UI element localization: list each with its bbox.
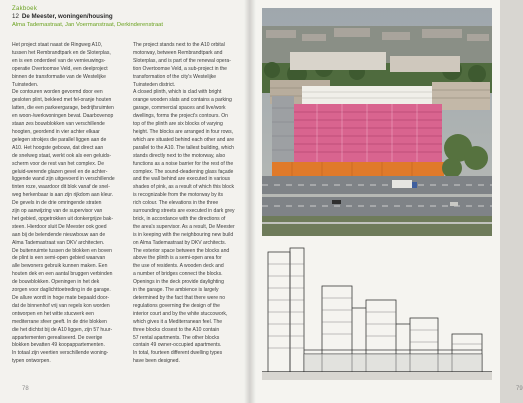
english-text-line: three blocks closest to the A10 contain: [133, 326, 220, 333]
english-text-line: surrounding streets are executed in dark grey: [133, 208, 235, 215]
dutch-text-line: blokken bevatten 49 koopappartementen.: [12, 342, 105, 349]
dutch-text-line: aan bij de belendende nieuwbouw aan de: [12, 231, 106, 238]
dutch-text-line: liggende wand zijn uitgevoerd in verschillende: [12, 176, 115, 183]
english-text-line: which are situated behind each other and are: [133, 136, 235, 143]
english-text-line: 57 rental apartments. The other blocks: [133, 334, 220, 341]
english-text-line: a number of bridges connect the blocks.: [133, 271, 223, 278]
page-number-right: 79: [516, 386, 523, 392]
dutch-text-line: steen. Hierdoor sluit De Meester ook goed: [12, 223, 107, 230]
english-text-line: the use of residents. A wooden deck and: [133, 263, 224, 270]
dutch-text-line: In totaal zijn veertien verschillende woning-: [12, 350, 109, 357]
english-text-line: contain 49 owner-occupied apartments.: [133, 342, 222, 349]
left-page: [0, 0, 250, 403]
english-text-line: motorway, between Rembrandtpark and: [133, 49, 223, 56]
english-text-column: [133, 42, 245, 366]
dutch-text-line: A10. Het hoogste gebouw, dat direct aan: [12, 144, 104, 151]
dutch-text-line: De gevels in de drie omringende straten: [12, 200, 102, 207]
english-text-line: height. The blocks are arranged in four rows,: [133, 128, 234, 135]
dutch-text-line: de snelweg staat, werkt ook als een geluids-: [12, 152, 112, 159]
project-title: De Meester, woningen/housing: [21, 13, 113, 20]
dutch-text-line: Alma Tademastraat van DKV architecten.: [12, 239, 105, 246]
english-text-line: which gives it a Mediterranean feel. The: [133, 318, 223, 325]
english-text-line: complex. The sound-deadening glass façade: [133, 168, 234, 175]
dutch-text-line: en woon-/werkwoningen bevat. Daarbovenop: [12, 113, 114, 120]
dutch-text-line: tinten roze, waardoor dit blok vanaf de snel-: [12, 184, 110, 191]
english-text-line: A closed plinth, which is clad with bright: [133, 89, 222, 96]
english-text-line: is recognizable from the motorway by its: [133, 192, 224, 199]
english-text-line: interior court and by the white stuccowork,: [133, 310, 228, 317]
page-number-left: 78: [22, 386, 29, 392]
english-text-line: The exterior space between the blocks and: [133, 247, 230, 254]
english-text-line: functions as a noise barrier for the rest of the: [133, 160, 234, 167]
dutch-text-line: staan zes bouwblokken van verschillende: [12, 121, 105, 128]
dutch-text-line: geluid-werende glazen gevel en de achter-: [12, 168, 108, 175]
dutch-text-line: appartementen gerealiseerd. De overige: [12, 334, 103, 341]
english-text-line: and the wall behind are executed in various: [133, 176, 231, 183]
aerial-photo: [262, 8, 492, 236]
english-text-line: dwellings, forms the project's contours. On: [133, 113, 228, 120]
dutch-text-line: die het dichtst bij de A10 liggen, zijn 57 huur-: [12, 326, 113, 333]
english-text-line: Tuinsteden district.: [133, 81, 176, 88]
english-text-line: parallel to the A10. The tallest building, which: [133, 144, 234, 151]
english-text-line: Openings in the deck provide daylighting: [133, 279, 224, 286]
english-text-line: in the garage. The ambience is largely: [133, 287, 219, 294]
dutch-text-line: Het project staat naast de Ringweg A10,: [12, 42, 103, 48]
dutch-text-line: binnen de transformatie van de Westelijke: [12, 73, 106, 80]
english-text-line: In total, fourteen different dwelling types: [133, 350, 223, 357]
english-text-line: determined by the fact that there were no: [133, 295, 226, 301]
dutch-text-line: weg herkenbaar is aan zijn rijkdom aan kleur.: [12, 192, 113, 199]
project-number: 12: [12, 13, 19, 20]
project-title-line: [12, 13, 242, 21]
dutch-text-line: de bouwblokken. Openingen in het dek: [12, 279, 100, 286]
dutch-text-line: mediterrane sfeer geeft. In de drie blokken: [12, 318, 107, 325]
english-text-line: regulations governing the design of the: [133, 302, 220, 309]
english-text-line: Sloterplas, and is part of the renewal opera-: [133, 57, 231, 64]
dutch-text-line: zorgen voor daglichttoetreding in de garage.: [12, 287, 111, 294]
dutch-text-line: houten dek en een aantal bruggen verbinden: [12, 271, 113, 278]
english-text-line: The project stands next to the A10 orbital: [133, 42, 225, 48]
english-text-line: is in keeping with the neighbouring new build: [133, 231, 234, 238]
dutch-text-line: ontworpen en het witte stucwerk een: [12, 310, 94, 317]
dutch-text-line: hoogten, geordend in vier achter elkaar: [12, 128, 100, 135]
english-text-line: on Alma Tademastraat by DKV architects.: [133, 239, 227, 246]
book-gutter: [244, 0, 256, 403]
dutch-text-line: alle bewoners gebruik kunnen maken. Een: [12, 263, 108, 270]
dutch-text-line: latten, die een parkeergarage, bedrijfsruimten: [12, 105, 114, 112]
english-text-line: have been designed.: [133, 358, 180, 365]
project-address: Alma Tademastraat, Jan Voermanstraat, Derkinderenstraat: [12, 22, 164, 28]
dutch-text-column: [12, 42, 124, 366]
english-text-line: the area's supervisor. As a result, De Meester: [133, 223, 235, 230]
dutch-text-line: operatie Overtoomse Veld, een deelproject: [12, 65, 108, 72]
english-text-line: tion Overtoomse Veld, a sub-project in the: [133, 65, 227, 72]
section-label: Zakboek: [12, 6, 38, 12]
dutch-text-line: Tuinsteden.: [12, 81, 39, 88]
english-text-line: top of the plinth are six blocks of varying: [133, 121, 223, 128]
english-text-line: above the plinth is a semi-open area for: [133, 255, 222, 262]
dutch-text-line: scherm voor de rest van het complex. De: [12, 160, 105, 167]
dutch-text-line: tussen het Rembrandtpark en de Sloterplas,: [12, 49, 111, 56]
dutch-text-line: de plint is een semi-open gebied waarvan: [12, 255, 106, 262]
dutch-text-line: typen ontworpen.: [12, 358, 51, 365]
page-header: [12, 6, 242, 29]
section-drawing: [262, 238, 492, 388]
english-text-line: shades of pink, as a result of which this block: [133, 184, 234, 191]
english-text-line: brick, in accordance with the directions of: [133, 215, 226, 222]
english-text-line: garage, commercial spaces and live/work: [133, 105, 226, 112]
english-text-line: rich colour. The elevations in the three: [133, 200, 219, 207]
english-text-line: transformation of the city's Westelijke: [133, 73, 217, 80]
dutch-text-line: De allure wordt in hoge mate bepaald door-: [12, 295, 110, 301]
dutch-text-line: De buitenruimte tussen de blokken en boven: [12, 247, 112, 254]
dutch-text-line: en is een onderdeel van de vernieuwings-: [12, 57, 106, 64]
dutch-text-line: gesloten plint, bekleed met fel-oranje houten: [12, 97, 112, 104]
dutch-text-line: De contouren worden gevormd door een: [12, 89, 103, 96]
dutch-text-line: zijn op aanwijzing van de supervisor van: [12, 208, 103, 215]
dutch-text-line: het gebied, opgetrokken uit donkergrijze bak-: [12, 215, 114, 222]
dutch-text-line: dat de binnenhof vrij van regels kon worden: [12, 302, 110, 309]
english-text-line: orange wooden slats and contains a parking: [133, 97, 232, 104]
english-text-line: stands directly next to the motorway, also: [133, 152, 226, 159]
dutch-text-line: gelegen strokjes die parallel liggen aan de: [12, 136, 107, 143]
